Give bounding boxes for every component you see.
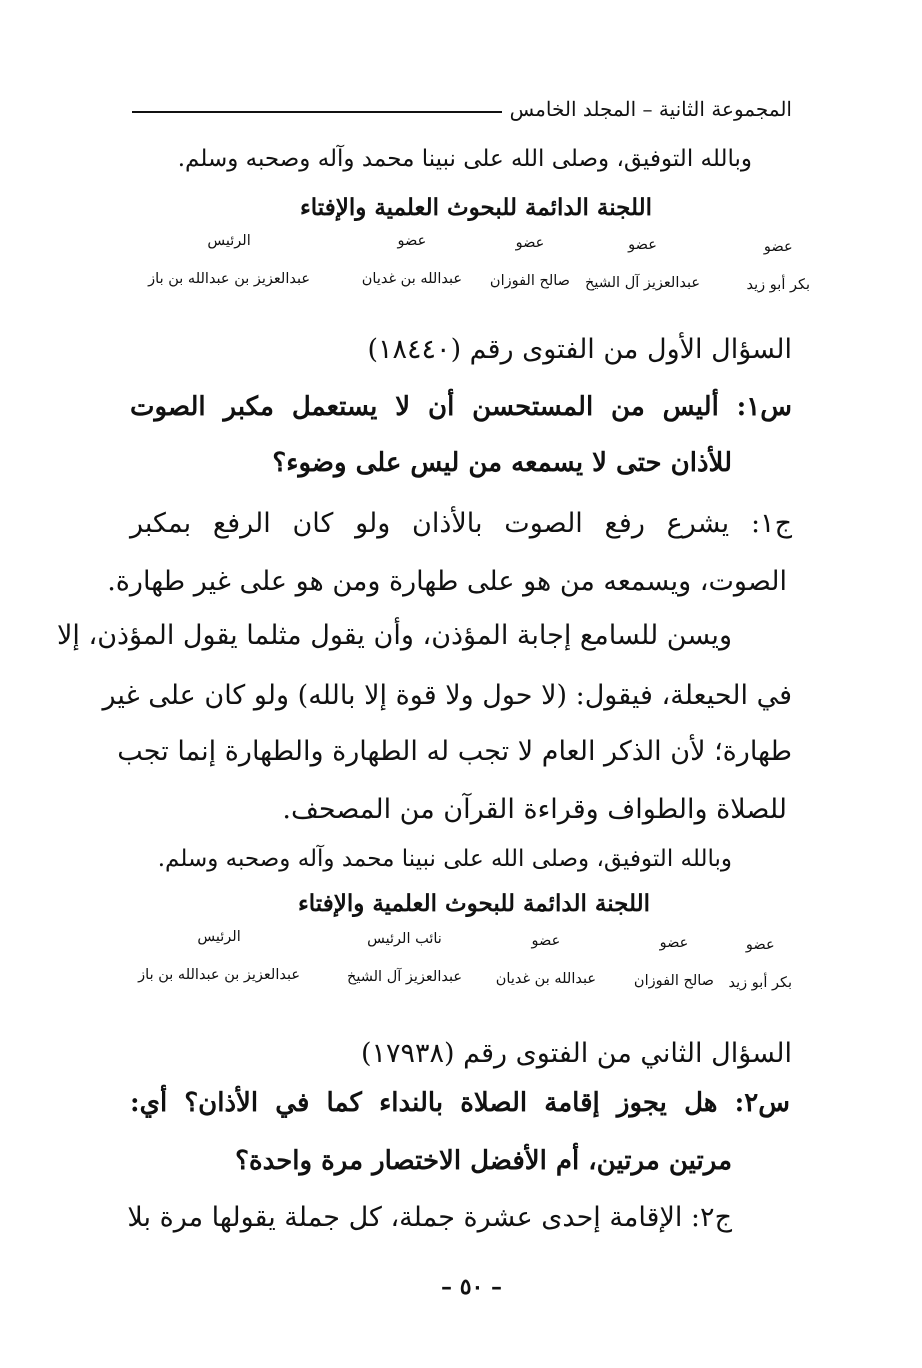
signature-name: عبدالعزيز آل الشيخ	[346, 969, 462, 985]
signature-role: عضو	[659, 935, 689, 951]
signature-role: الرئيس	[207, 233, 251, 249]
signature-name: بكر أبو زيد	[746, 277, 810, 293]
signature-name: صالح الفوزان	[489, 273, 570, 289]
answer-line: في الحيعلة، فيقول: (لا حول ولا قوة إلا بالله) ولو كان على غير	[102, 680, 792, 711]
fatwa-heading: السؤال الثاني من الفتوى رقم (١٧٩٣٨)	[360, 1038, 792, 1069]
signature-name: عبدالعزيز آل الشيخ	[584, 275, 700, 291]
answer-line: الصوت، ويسمعه من هو على طهارة ومن هو على غير طهارة.	[107, 566, 787, 597]
signature-member	[496, 930, 596, 987]
signature-role: عضو	[531, 933, 561, 949]
signature-row	[0, 930, 922, 1000]
signature-role: الرئيس	[197, 929, 241, 945]
answer-line: للصلاة والطواف وقراءة القرآن من المصحف.	[282, 794, 787, 825]
signature-name: عبدالله بن غديان	[495, 971, 596, 987]
signature-member	[138, 930, 300, 983]
signature-row	[0, 234, 922, 304]
signature-role: عضو	[763, 239, 793, 255]
signature-member	[634, 930, 714, 989]
committee-title: اللجنة الدائمة للبحوث العلمية والإفتاء	[297, 890, 650, 917]
answer-line: ج٢: الإقامة إحدى عشرة جملة، كل جملة يقولها مرة بلا	[127, 1202, 732, 1233]
header-rule	[132, 111, 502, 113]
closing-formula: وبالله التوفيق، وصلى الله على نبينا محمد وآله وصحبه وسلم.	[177, 146, 752, 172]
signature-member	[585, 234, 700, 291]
page-number: – ٥٠ –	[441, 1274, 502, 1300]
signature-role: نائب الرئيس	[367, 931, 442, 947]
signature-member	[729, 930, 792, 991]
answer-line: طهارة؛ لأن الذكر العام لا تجب له الطهارة والطهارة إنما تجب	[117, 736, 792, 767]
question-line: مرتين مرتين، أم الأفضل الاختصار مرة واحدة؟	[235, 1146, 732, 1176]
running-title: المجموعة الثانية – المجلد الخامس	[509, 97, 792, 121]
signature-role: عضو	[628, 237, 657, 253]
signature-name: عبدالعزيز بن عبدالله بن باز	[148, 271, 310, 287]
signature-member	[347, 930, 462, 985]
question-line: للأذان حتى لا يسمعه من ليس على وضوء؟	[272, 448, 732, 478]
question-line: س١: أليس من المستحسن أن لا يستعمل مكبر الصوت	[130, 392, 792, 422]
signature-name: عبدالعزيز بن عبدالله بن باز	[138, 967, 300, 983]
fatwa-heading: السؤال الأول من الفتوى رقم (١٨٤٤٠)	[367, 334, 792, 365]
running-header	[132, 94, 792, 124]
signature-name: صالح الفوزان	[633, 973, 714, 989]
signature-member	[747, 234, 810, 293]
closing-formula: وبالله التوفيق، وصلى الله على نبينا محمد وآله وصحبه وسلم.	[157, 846, 732, 872]
signature-member	[490, 234, 570, 289]
question-line: س٢: هل يجوز إقامة الصلاة بالنداء كما في الأذان؟ أي:	[130, 1088, 790, 1118]
answer-line: ويسن للسامع إجابة المؤذن، وأن يقول مثلما يقول المؤذن، إلا	[57, 620, 732, 651]
signature-role: عضو	[397, 233, 427, 249]
signature-member	[362, 234, 462, 287]
signature-role: عضو	[745, 937, 775, 953]
signature-name: بكر أبو زيد	[728, 975, 792, 991]
signature-role: عضو	[515, 235, 545, 251]
signature-name: عبدالله بن غديان	[361, 271, 462, 287]
answer-line: ج١: يشرع رفع الصوت بالأذان ولو كان الرفع بمكبر	[130, 508, 792, 539]
signature-member	[148, 234, 310, 287]
committee-title: اللجنة الدائمة للبحوث العلمية والإفتاء	[299, 194, 652, 221]
